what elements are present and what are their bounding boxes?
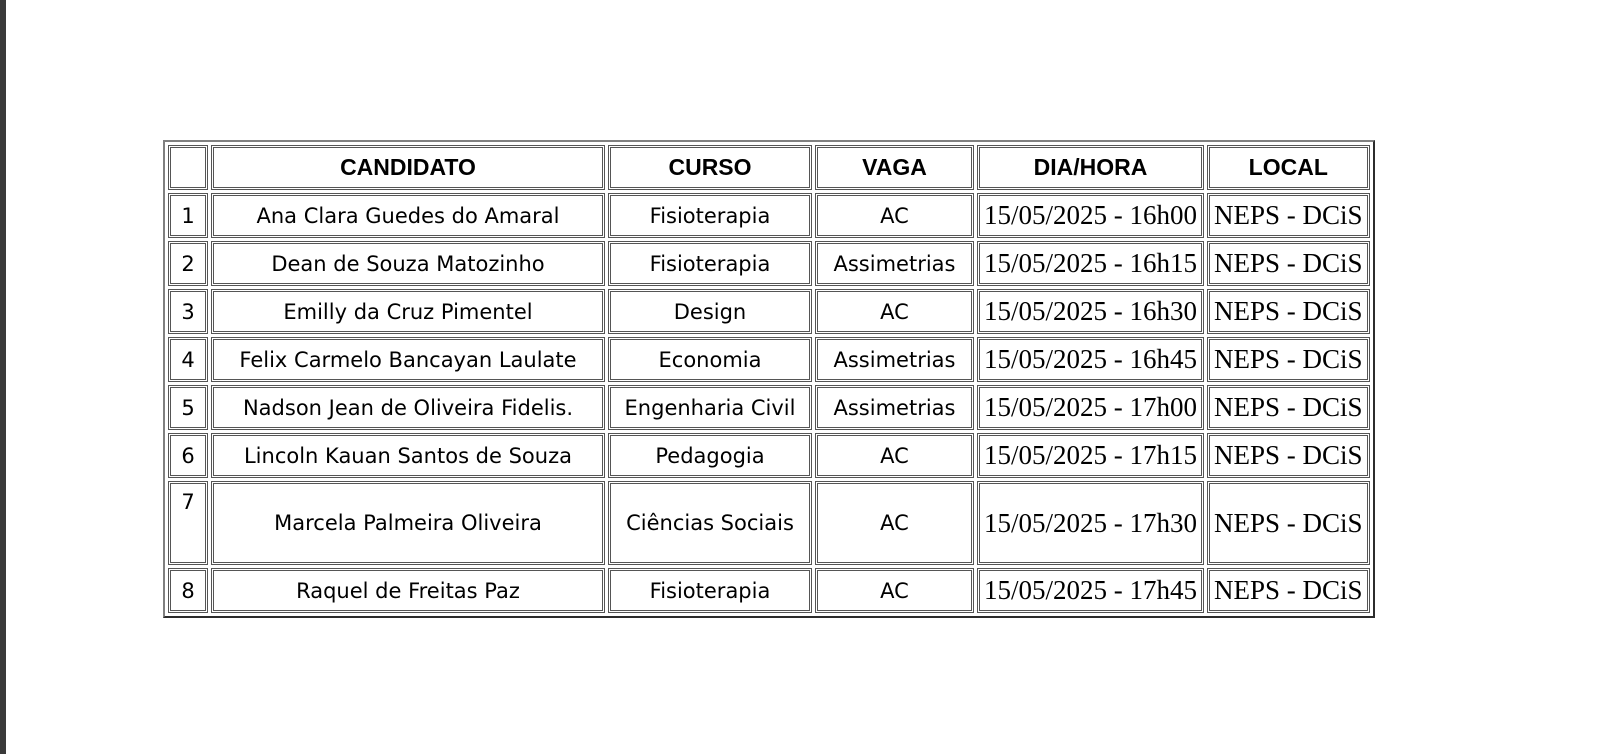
- cell-dia-hora: 15/05/2025 - 16h15: [977, 241, 1204, 286]
- table-row: [168, 385, 1370, 430]
- cell-curso: Fisioterapia: [608, 568, 812, 613]
- cell-candidato: Marcela Palmeira Oliveira: [211, 481, 605, 565]
- cell-candidato: Dean de Souza Matozinho: [211, 241, 605, 286]
- schedule-table: [163, 140, 1375, 618]
- cell-local: NEPS - DCiS: [1207, 241, 1370, 286]
- cell-dia-hora: 15/05/2025 - 16h45: [977, 337, 1204, 382]
- cell-local: NEPS - DCiS: [1207, 337, 1370, 382]
- table-row: [168, 568, 1370, 613]
- document-page: [6, 0, 1606, 754]
- cell-vaga: Assimetrias: [815, 337, 974, 382]
- cell-vaga: AC: [815, 433, 974, 478]
- cropped-text-line: [6, 0, 1606, 8]
- cell-dia-hora: 15/05/2025 - 17h15: [977, 433, 1204, 478]
- table-header-row: [168, 145, 1370, 190]
- cell-local: NEPS - DCiS: [1207, 481, 1370, 565]
- row-number: 2: [168, 241, 208, 286]
- cell-dia-hora: 15/05/2025 - 16h30: [977, 289, 1204, 334]
- row-number: 7: [168, 481, 208, 565]
- cell-dia-hora: 15/05/2025 - 17h00: [977, 385, 1204, 430]
- cell-local: NEPS - DCiS: [1207, 568, 1370, 613]
- header-curso: CURSO: [608, 145, 812, 190]
- cell-curso: Ciências Sociais: [608, 481, 812, 565]
- cell-vaga: AC: [815, 193, 974, 238]
- cell-vaga: AC: [815, 568, 974, 613]
- cell-candidato: Emilly da Cruz Pimentel: [211, 289, 605, 334]
- header-local: LOCAL: [1207, 145, 1370, 190]
- cell-dia-hora: 15/05/2025 - 17h30: [977, 481, 1204, 565]
- cell-dia-hora: 15/05/2025 - 16h00: [977, 193, 1204, 238]
- header-vaga: VAGA: [815, 145, 974, 190]
- header-dia-hora: DIA/HORA: [977, 145, 1204, 190]
- row-number: 1: [168, 193, 208, 238]
- header-candidato: CANDIDATO: [211, 145, 605, 190]
- cell-vaga: AC: [815, 289, 974, 334]
- cell-vaga: Assimetrias: [815, 241, 974, 286]
- cell-curso: Engenharia Civil: [608, 385, 812, 430]
- cell-curso: Fisioterapia: [608, 241, 812, 286]
- cell-local: NEPS - DCiS: [1207, 385, 1370, 430]
- cell-candidato: Ana Clara Guedes do Amaral: [211, 193, 605, 238]
- cell-candidato: Nadson Jean de Oliveira Fidelis.: [211, 385, 605, 430]
- table-row: [168, 289, 1370, 334]
- table-row: [168, 337, 1370, 382]
- cell-vaga: Assimetrias: [815, 385, 974, 430]
- table-row: [168, 241, 1370, 286]
- cell-candidato: Felix Carmelo Bancayan Laulate: [211, 337, 605, 382]
- row-number: 3: [168, 289, 208, 334]
- cell-curso: Fisioterapia: [608, 193, 812, 238]
- cell-curso: Economia: [608, 337, 812, 382]
- cell-curso: Design: [608, 289, 812, 334]
- cell-dia-hora: 15/05/2025 - 17h45: [977, 568, 1204, 613]
- table-row: [168, 481, 1370, 565]
- row-number: 5: [168, 385, 208, 430]
- cell-local: NEPS - DCiS: [1207, 433, 1370, 478]
- row-number: 8: [168, 568, 208, 613]
- cell-local: NEPS - DCiS: [1207, 289, 1370, 334]
- row-number: 6: [168, 433, 208, 478]
- table-row: [168, 433, 1370, 478]
- cell-local: NEPS - DCiS: [1207, 193, 1370, 238]
- header-index: [168, 145, 208, 190]
- cell-vaga: AC: [815, 481, 974, 565]
- cell-candidato: Raquel de Freitas Paz: [211, 568, 605, 613]
- cell-candidato: Lincoln Kauan Santos de Souza: [211, 433, 605, 478]
- table-row: [168, 193, 1370, 238]
- row-number: 4: [168, 337, 208, 382]
- cell-curso: Pedagogia: [608, 433, 812, 478]
